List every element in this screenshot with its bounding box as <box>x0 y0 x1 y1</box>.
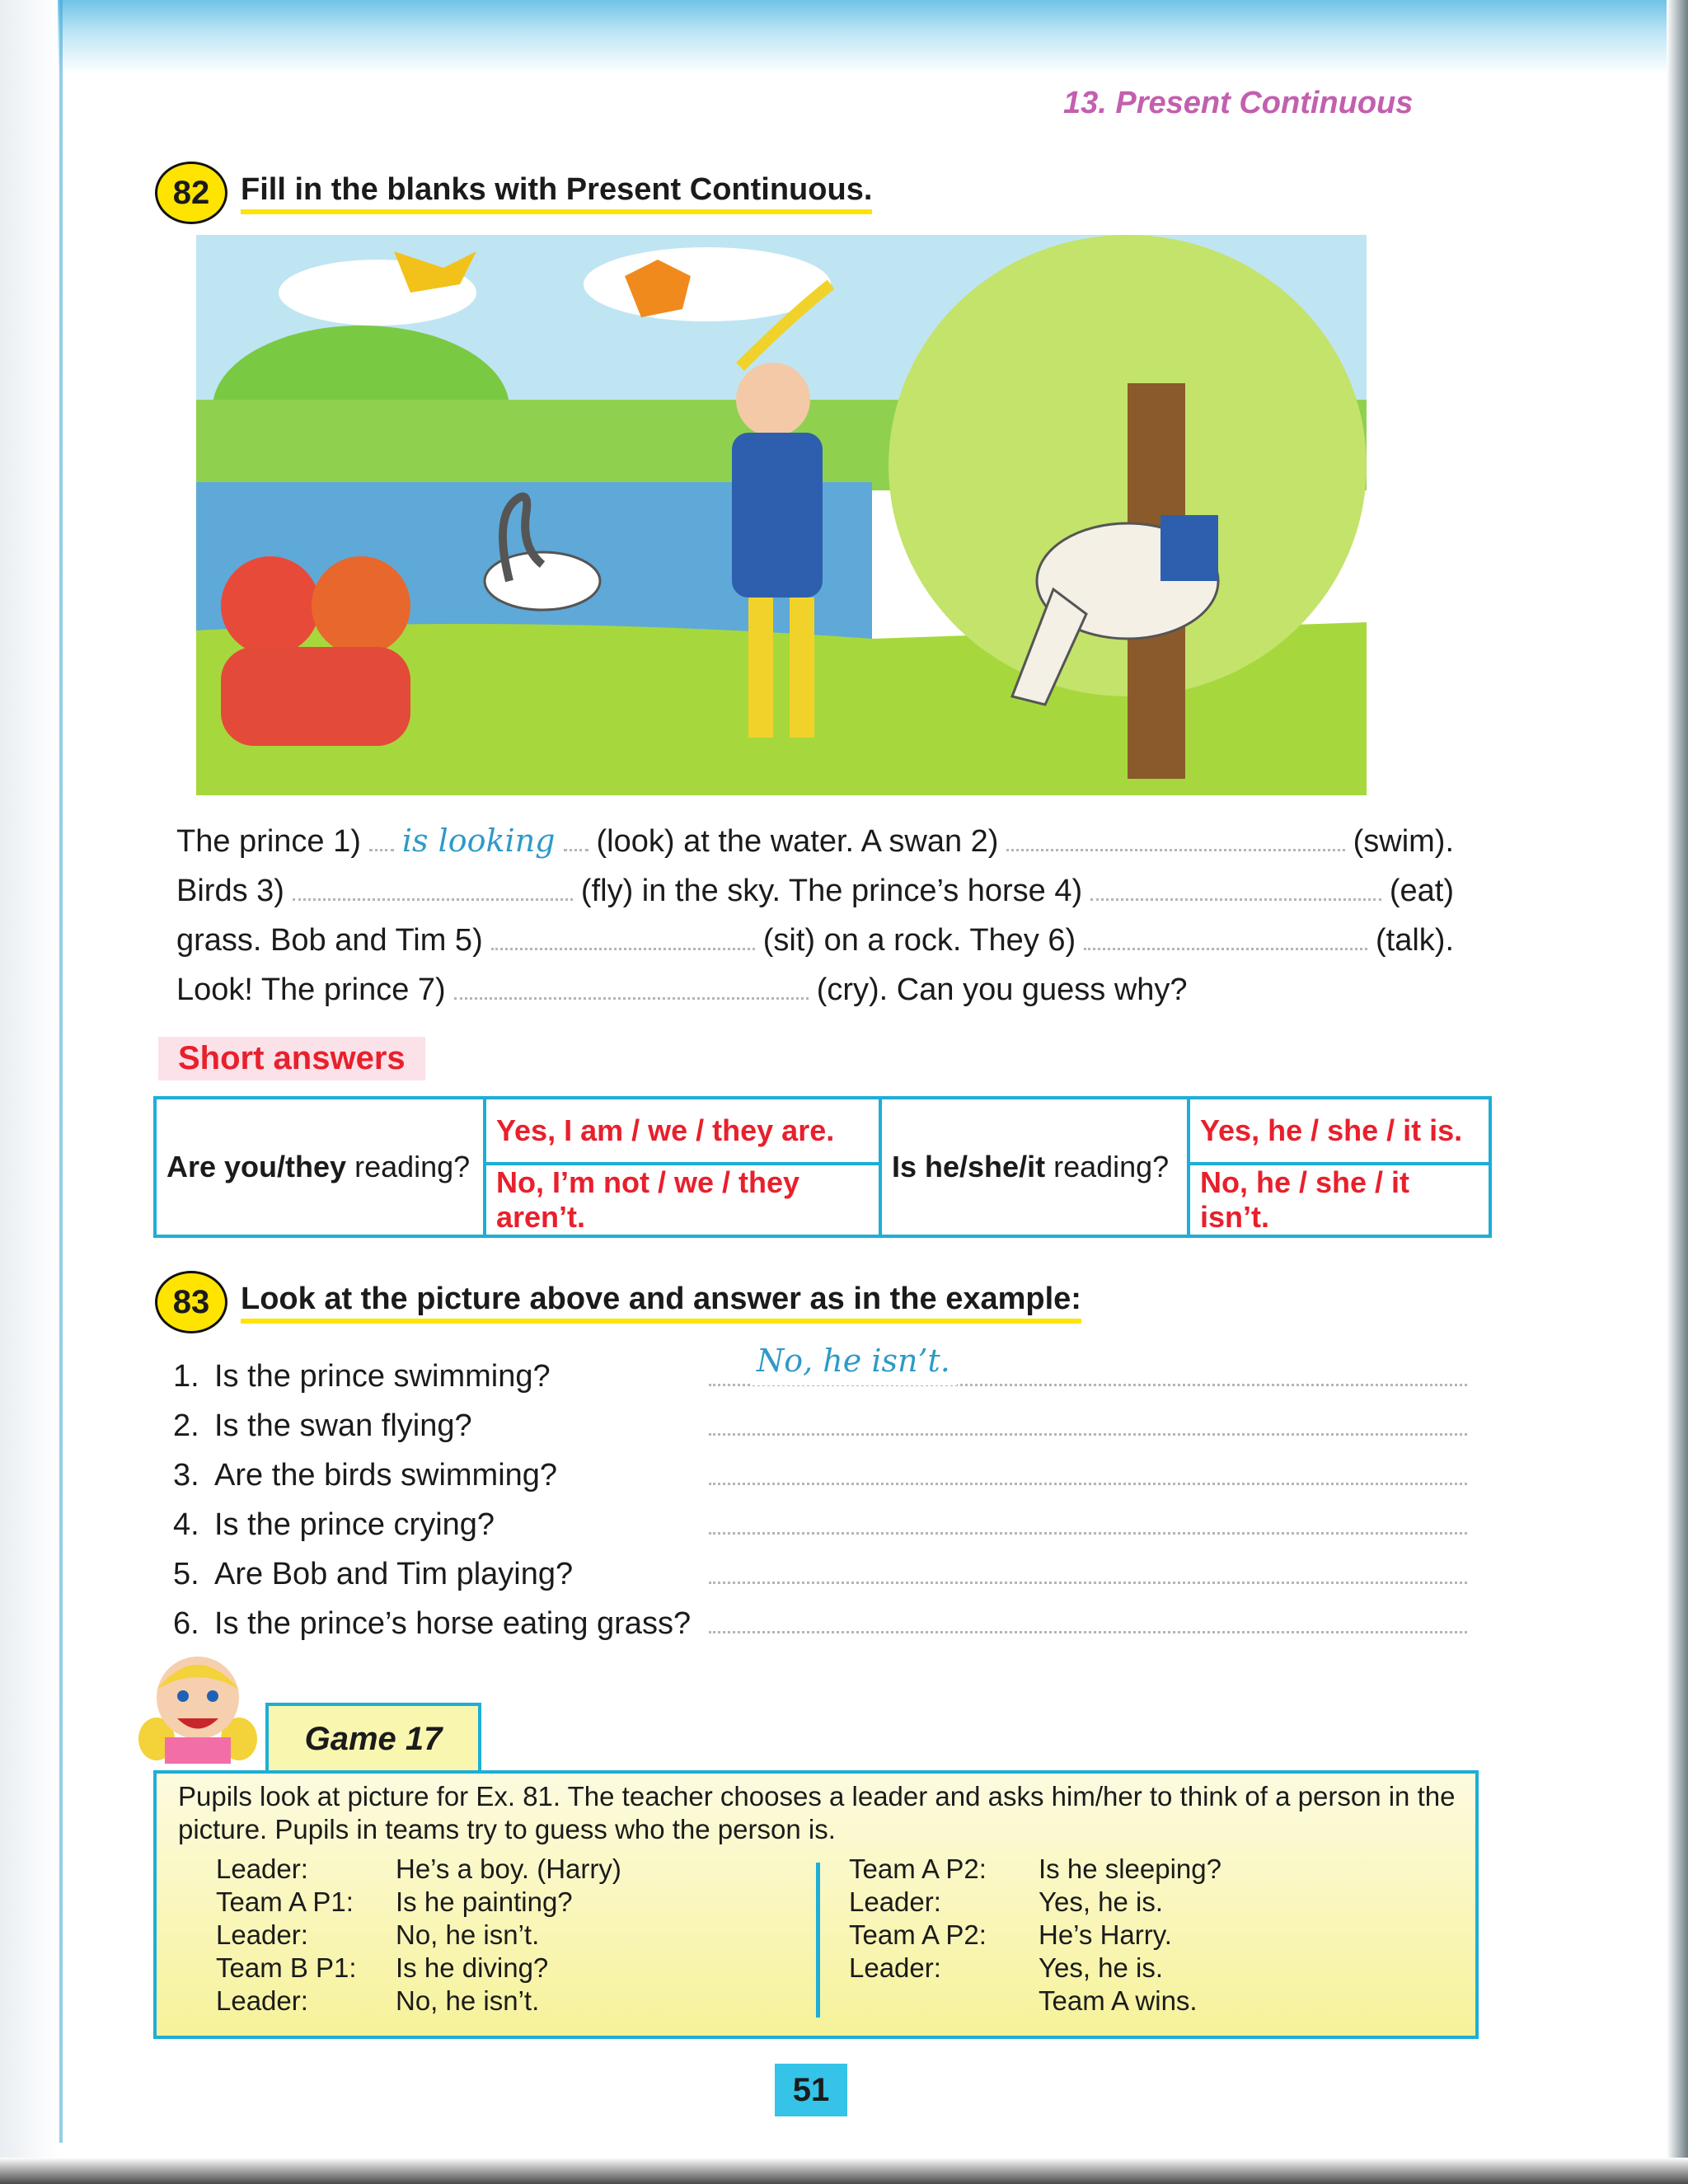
ex83-number: 83 <box>155 1271 227 1333</box>
dialogue-line: Team A P1: Is he painting? <box>216 1886 573 1917</box>
example-answer: is looking <box>401 823 556 859</box>
ex82-text <box>176 816 1454 1015</box>
list-item: 5. Are Bob and Tim playing? <box>173 1549 1467 1599</box>
answer-cell: Yes, he / she / it is. <box>1189 1098 1490 1164</box>
answer-blank[interactable] <box>293 874 573 901</box>
dialogue-line: Team A wins. <box>1039 1985 1198 2016</box>
answer-blank[interactable] <box>1006 824 1344 851</box>
list-item: 3. Are the birds swimming? <box>173 1451 1467 1500</box>
top-band <box>0 0 1688 74</box>
dialogue-right <box>849 1853 1221 2018</box>
dialogue-line: Leader: He’s a boy. (Harry) <box>216 1854 621 1884</box>
ex82-title: Fill in the blanks with Present Continuous. <box>241 172 872 214</box>
page-bottom-edge <box>0 2158 1688 2184</box>
list-item: 2. Is the swan flying? <box>173 1401 1467 1451</box>
example-answer: No, he isn’t. <box>750 1336 957 1385</box>
answer-blank[interactable] <box>1090 874 1381 901</box>
answer-blank[interactable] <box>1084 923 1367 950</box>
answer-blank[interactable] <box>491 923 755 950</box>
game-box <box>153 1770 1479 2039</box>
ex83-title: Look at the picture above and answer as in the example: <box>241 1282 1081 1324</box>
list-item: 4. Is the prince crying? <box>173 1500 1467 1549</box>
dialogue-divider <box>816 1863 820 2018</box>
scene-illustration <box>196 235 1367 795</box>
dialogue-left <box>216 1853 621 2018</box>
text-line: Look! The prince 7) (cry). Can you guess why? <box>176 972 1188 1007</box>
answer-cell: No, I’m not / we / they aren’t. <box>485 1164 880 1236</box>
answer-blank[interactable] <box>709 1603 1467 1633</box>
answer-blank[interactable] <box>709 1554 1467 1584</box>
answer-blank[interactable] <box>454 972 809 1000</box>
text-line: Birds 3) (fly) in the sky. The prince’s horse 4) (eat) <box>176 874 1454 908</box>
ex82-heading <box>155 162 872 224</box>
dialogue-line: Leader: Yes, he is. <box>849 1952 1164 1983</box>
answer-cell: Yes, I am / we / they are. <box>485 1098 880 1164</box>
section-header: 13. Present Continuous <box>1063 86 1414 120</box>
ex82-number: 82 <box>155 162 227 224</box>
dialogue-line: Team A P2: Is he sleeping? <box>849 1854 1221 1884</box>
game-intro: Pupils look at picture for Ex. 81. The teacher chooses a leader and asks him/her to think of a person in the picture. Pupils in teams try to guess who the person is. <box>178 1781 1456 1844</box>
spine-line <box>59 0 63 2143</box>
dialogue-line: Leader: Yes, he is. <box>849 1886 1164 1917</box>
short-answers-title: Short answers <box>158 1037 425 1080</box>
answer-cell: No, he / she / it isn’t. <box>1189 1164 1490 1236</box>
girl-icon <box>132 1648 264 1764</box>
question-cell: Are you/they reading? <box>155 1098 485 1236</box>
dialogue-line: Leader: No, he isn’t. <box>216 1985 540 2016</box>
answer-blank[interactable] <box>709 1343 1467 1386</box>
text-line: grass. Bob and Tim 5) (sit) on a rock. They 6) (talk). <box>176 923 1454 958</box>
page-edge <box>1667 0 1688 2184</box>
dialogue-line: Team B P1: Is he diving? <box>216 1952 549 1983</box>
dialogue-line: Leader: No, he isn’t. <box>216 1919 540 1950</box>
answer-blank[interactable] <box>709 1455 1467 1485</box>
text-line: The prince 1) is looking (look) at the water. A swan 2) (swim). <box>176 816 1454 866</box>
ex83-heading <box>155 1271 1081 1333</box>
book-spine <box>0 0 58 2184</box>
dialogue-line: Team A P2: He’s Harry. <box>849 1919 1172 1950</box>
list-item: 6. Is the prince’s horse eating grass? <box>173 1599 1467 1648</box>
page-number: 51 <box>775 2064 847 2116</box>
ex83-list <box>173 1343 1467 1648</box>
short-answers-table <box>153 1096 1492 1238</box>
answer-blank[interactable] <box>709 1504 1467 1535</box>
game-title: Game 17 <box>265 1703 481 1775</box>
list-item: 1. Is the prince swimming? No, he isn’t. <box>173 1352 1467 1401</box>
question-cell: Is he/she/it reading? <box>880 1098 1189 1236</box>
answer-blank[interactable] <box>709 1405 1467 1436</box>
